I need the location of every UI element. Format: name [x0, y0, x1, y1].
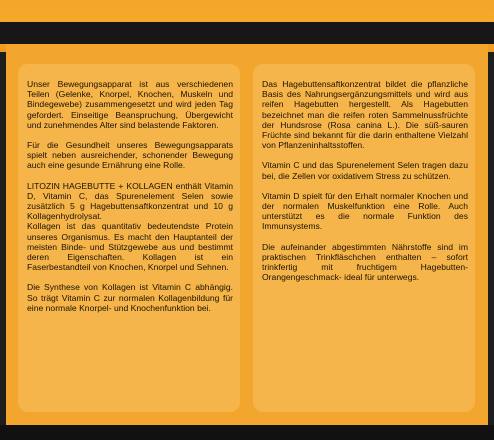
left-paragraph-2: Für die Gesundheit unseres Bewegungsapparats spielt neben ausreichender, schonender Bewegung auch eine gesunde Ernährung eine Rolle.: [27, 140, 233, 171]
top-dark-band: [0, 22, 494, 44]
right-paragraph-4: Die aufeinander abgestimmten Nährstoffe sind im praktischen Trinkfläschchen enthalten – sofort trinkfertig mit fruchtigem Hagebutten-Orangengeschmack- ideal für unterwegs.: [262, 241, 468, 283]
left-paragraph-3: LITOZIN HAGEBUTTE + KOLLAGEN enthält Vitamin D, Vitamin C, das Spurenelement Selen sowie zusätzlich 5 g Hagebuttensaftkonzentrat und 10 g Kollagenhydrolysat.: [27, 180, 233, 222]
right-paragraph-3: Vitamin D spielt für den Erhalt normaler Knochen und der normalen Muskelfunktion eine Rolle. Auch unterstützt es die normale Funktion des Immunsystems.: [262, 190, 468, 232]
right-text-box: [253, 64, 475, 412]
left-text-box: [18, 64, 240, 412]
bottom-dark-band: [0, 425, 494, 440]
left-paragraph-4: Kollagen ist das quantitativ bedeutendste Protein unseres Organismus. Es macht den Hauptanteil der meisten Binde- und Stützgewebe aus und bestimmt deren Eigenschaften. Kollagen ist ein Faserbestandteil von Knochen, Knorpel und Sehnen.: [27, 221, 233, 273]
right-paragraph-2: Vitamin C und das Spurenelement Selen tragen dazu bei, die Zellen vor oxidativem Stress zu schützen.: [262, 160, 468, 181]
left-paragraph-5: Die Synthese von Kollagen ist Vitamin C abhängig. So trägt Vitamin C zur normalen Kollagenbildung für eine normale Knorpel- und Knochenfunktion bei.: [27, 282, 233, 313]
right-paragraph-1: Das Hagebuttensaftkonzentrat bildet die pflanzliche Basis des Nahrungsergänzungsmittels und wird aus reifen Hagebutten hergestellt. Als Hagebutten bezeichnet man die reifen roten Sammelnussfrüchte der Hundsrose (Rosa canina L.). Die süß-sauren Früchte sind bekannt für die darin enthaltene Vielzahl von Pflanzeninhaltsstoffen.: [262, 79, 468, 151]
left-paragraph-1: Unser Bewegungsapparat ist aus verschiedenen Teilen (Gelenke, Knorpel, Knochen, Muskeln und Bindegewebe) zusammengesetzt und wird jeden Tag gefordert. Einseitige Beanspruchung, Übergewicht und zunehmendes Alter sind belastende Faktoren.: [27, 79, 233, 130]
